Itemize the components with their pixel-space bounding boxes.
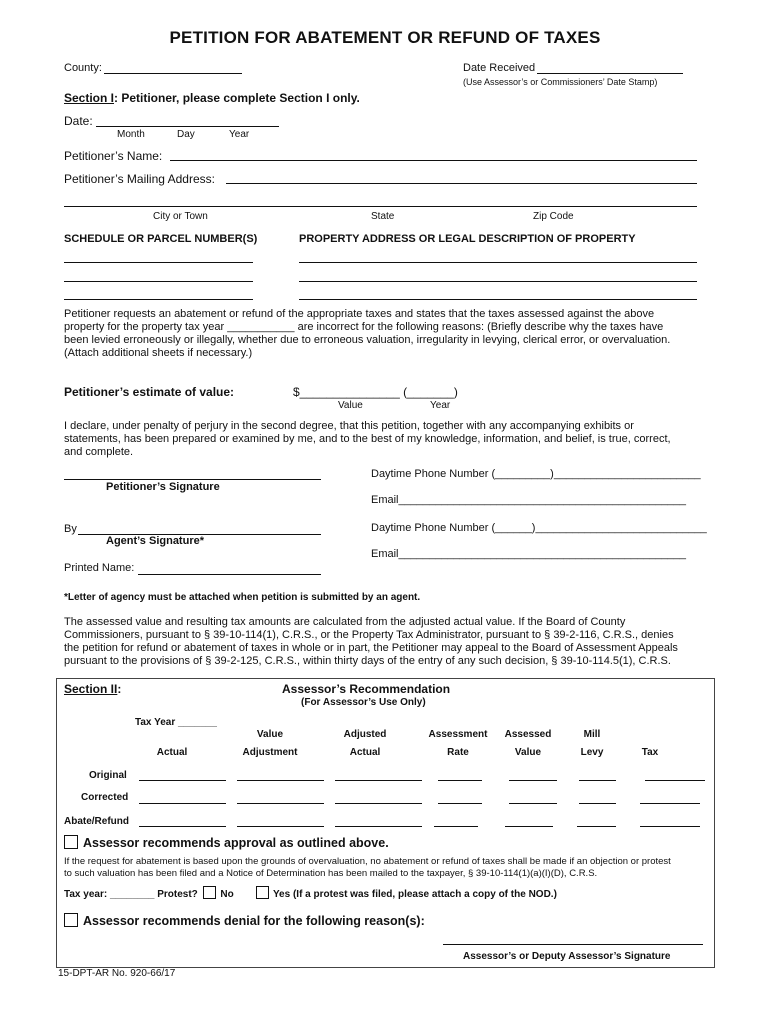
email-field-1[interactable]: Email_______________________________________________ bbox=[371, 494, 687, 506]
month-label: Month bbox=[117, 129, 145, 140]
petitioner-signature-label: Petitioner’s Signature bbox=[106, 481, 220, 493]
abate-assessed-field[interactable] bbox=[505, 826, 553, 827]
col-assessed-top: Assessed bbox=[504, 729, 552, 740]
year-label: Year bbox=[229, 129, 250, 140]
request-line-3: been levied erroneously or illegally, whether due to erroneous valuation, irregularity in levying, clerical error, or overvaluation. bbox=[64, 334, 671, 346]
corrected-assessed-field[interactable] bbox=[509, 803, 557, 804]
zip-label: Zip Code bbox=[533, 211, 574, 222]
col-levy: Levy bbox=[580, 747, 604, 758]
overval-line-1: If the request for abatement is based upon the grounds of overvaluation, no abatement or refund of taxes shall be made if an objection or protest bbox=[64, 856, 671, 867]
petitioner-name-label: Petitioner’s Name: bbox=[64, 149, 163, 163]
petitioner-signature-field[interactable] bbox=[64, 479, 321, 480]
declare-line-1: I declare, under penalty of perjury in the second degree, that this petition, together with any accompanying exhibits or bbox=[64, 420, 634, 432]
estimate-year-label: Year bbox=[430, 400, 451, 411]
schedule-header: SCHEDULE OR PARCEL NUMBER(S) bbox=[64, 233, 258, 245]
declare-line-2: statements, has been prepared or examined by me, and to the best of my knowledge, information, and belief, is true, correct, bbox=[64, 433, 671, 445]
phone-field-2[interactable]: Daytime Phone Number (______)____________________________ bbox=[371, 522, 707, 534]
original-actual-field[interactable] bbox=[139, 780, 226, 781]
assessed-line-4: pursuant to the provisions of § 39-2-125, C.R.S., within thirty days of the entry of any such decision, § 39-10-114.5(1), C.R.S. bbox=[64, 655, 671, 667]
parcel-field-2[interactable] bbox=[64, 281, 253, 282]
printed-name-field[interactable] bbox=[138, 574, 321, 575]
col-value-top: Value bbox=[256, 729, 284, 740]
declare-line-3: and complete. bbox=[64, 446, 134, 458]
phone-field-1[interactable]: Daytime Phone Number (_________)________________________ bbox=[371, 468, 701, 480]
assessor-signature-label: Assessor’s or Deputy Assessor’s Signature bbox=[463, 951, 671, 962]
estimate-label: Petitioner’s estimate of value: bbox=[64, 385, 235, 399]
approval-label: Assessor recommends approval as outlined above. bbox=[83, 836, 389, 850]
section2-heading bbox=[64, 682, 121, 696]
corrected-levy-field[interactable] bbox=[579, 803, 616, 804]
request-line-1: Petitioner requests an abatement or refund of the appropriate taxes and states that the taxes assessed against the above bbox=[64, 308, 655, 320]
original-assessed-field[interactable] bbox=[509, 780, 557, 781]
original-levy-field[interactable] bbox=[579, 780, 616, 781]
section2-colon: : bbox=[117, 682, 122, 696]
section1-heading bbox=[64, 91, 360, 105]
agency-note: *Letter of agency must be attached when petition is submitted by an agent. bbox=[64, 592, 421, 603]
corrected-actual-field[interactable] bbox=[139, 803, 226, 804]
col-adjusted-actual: Actual bbox=[349, 747, 381, 758]
section1-instructions: : Petitioner, please complete Section I only. bbox=[114, 91, 360, 105]
form-number: 15-DPT-AR No. 920-66/17 bbox=[58, 968, 176, 979]
row-corrected: Corrected bbox=[81, 792, 129, 803]
estimate-field[interactable]: $_______________ (_______) bbox=[293, 385, 458, 399]
corrected-adjusted-field[interactable] bbox=[335, 803, 422, 804]
denial-label: Assessor recommends denial for the following reason(s): bbox=[83, 914, 425, 928]
assessed-line-2: Commissioners, pursuant to § 39-10-114(1), C.R.S., or the Property Tax Administrator, pursuant to § 39-2-116, C.R.S., denies bbox=[64, 629, 674, 641]
request-line-2: property for the property tax year ___________ are incorrect for the following reasons: (Briefly describe why the taxes have bbox=[64, 321, 664, 333]
corrected-tax-field[interactable] bbox=[640, 803, 700, 804]
abate-levy-field[interactable] bbox=[577, 826, 616, 827]
col-mill-top: Mill bbox=[583, 729, 601, 740]
section2-subtitle: (For Assessor’s Use Only) bbox=[301, 697, 426, 708]
abate-tax-field[interactable] bbox=[640, 826, 700, 827]
protest-no-checkbox[interactable] bbox=[203, 886, 216, 899]
section2-title: Assessor’s Recommendation bbox=[282, 682, 451, 696]
row-original: Original bbox=[89, 770, 127, 781]
assessed-line-3: the petition for refund or abatement of taxes in whole or in part, the Petitioner may appeal to the Board of Assessment Appeals bbox=[64, 642, 678, 654]
section1-label: Section I bbox=[64, 91, 115, 105]
date-received-label: Date Received bbox=[463, 62, 536, 74]
state-label: State bbox=[371, 211, 395, 222]
approval-row bbox=[64, 835, 389, 850]
protest-yes-checkbox[interactable] bbox=[256, 886, 269, 899]
date-received-field[interactable] bbox=[537, 73, 683, 74]
col-assessed-value: Value bbox=[514, 747, 542, 758]
corrected-adjustment-field[interactable] bbox=[237, 803, 324, 804]
col-adjusted-top: Adjusted bbox=[343, 729, 387, 740]
col-assessment-top: Assessment bbox=[428, 729, 488, 740]
tax-year-protest-label: Tax year: ________ Protest? bbox=[64, 889, 198, 900]
original-adjustment-field[interactable] bbox=[237, 780, 324, 781]
col-tax: Tax bbox=[641, 747, 659, 758]
original-rate-field[interactable] bbox=[438, 780, 482, 781]
abate-adjustment-field[interactable] bbox=[237, 826, 324, 827]
original-tax-field[interactable] bbox=[645, 780, 705, 781]
col-actual: Actual bbox=[156, 747, 188, 758]
by-label: By bbox=[64, 523, 77, 535]
corrected-rate-field[interactable] bbox=[438, 803, 482, 804]
date-label: Date: bbox=[64, 114, 93, 128]
mailing-address-field[interactable] bbox=[226, 183, 697, 184]
parcel-field-1[interactable] bbox=[64, 262, 253, 263]
row-abate-refund: Abate/Refund bbox=[64, 816, 129, 827]
mailing-address-label: Petitioner’s Mailing Address: bbox=[64, 172, 215, 186]
assessed-line-1: The assessed value and resulting tax amounts are calculated from the adjusted actual value. If the Board of County bbox=[64, 616, 626, 628]
overval-line-2: to such valuation has been filed and a Notice of Determination has been mailed to the taxpayer, § 39-10-114(1)(a)(I)(D), C.R.S. bbox=[64, 868, 598, 879]
date-field[interactable] bbox=[96, 126, 279, 127]
approval-checkbox[interactable] bbox=[64, 835, 78, 849]
form-title: PETITION FOR ABATEMENT OR REFUND OF TAXES bbox=[169, 28, 601, 47]
property-field-2[interactable] bbox=[299, 281, 697, 282]
abate-rate-field[interactable] bbox=[434, 826, 478, 827]
protest-no-label: No bbox=[220, 889, 234, 900]
assessor-signature-field[interactable] bbox=[443, 944, 703, 945]
protest-yes-label: Yes (If a protest was filed, please attach a copy of the NOD.) bbox=[272, 889, 557, 900]
county-field[interactable] bbox=[104, 73, 242, 74]
parcel-field-3[interactable] bbox=[64, 299, 253, 300]
col-value-adjustment: Adjustment bbox=[242, 747, 298, 758]
day-label: Day bbox=[177, 129, 195, 140]
request-line-4: (Attach additional sheets if necessary.) bbox=[64, 347, 253, 359]
denial-checkbox[interactable] bbox=[64, 913, 78, 927]
tax-year-field[interactable]: Tax Year _______ bbox=[135, 717, 217, 728]
address-line-2[interactable] bbox=[64, 206, 697, 207]
original-adjusted-field[interactable] bbox=[335, 780, 422, 781]
denial-row bbox=[64, 913, 425, 928]
section2-label: Section II bbox=[64, 682, 118, 696]
protest-row bbox=[64, 886, 557, 900]
printed-name-label: Printed Name: bbox=[64, 562, 135, 574]
abate-adjusted-field[interactable] bbox=[335, 826, 422, 827]
estimate-value-label: Value bbox=[338, 400, 363, 411]
agent-signature-label: Agent’s Signature* bbox=[106, 535, 204, 547]
city-label: City or Town bbox=[153, 211, 208, 222]
property-header: PROPERTY ADDRESS OR LEGAL DESCRIPTION OF PROPERTY bbox=[299, 233, 636, 245]
property-field-1[interactable] bbox=[299, 262, 697, 263]
col-rate: Rate bbox=[447, 747, 469, 758]
petitioner-name-field[interactable] bbox=[170, 160, 697, 161]
abate-actual-field[interactable] bbox=[139, 826, 226, 827]
county-label: County: bbox=[64, 62, 102, 74]
date-stamp-note: (Use Assessor’s or Commissioners’ Date Stamp) bbox=[463, 77, 658, 87]
property-field-3[interactable] bbox=[299, 299, 697, 300]
email-field-2[interactable]: Email_______________________________________________ bbox=[371, 548, 687, 560]
